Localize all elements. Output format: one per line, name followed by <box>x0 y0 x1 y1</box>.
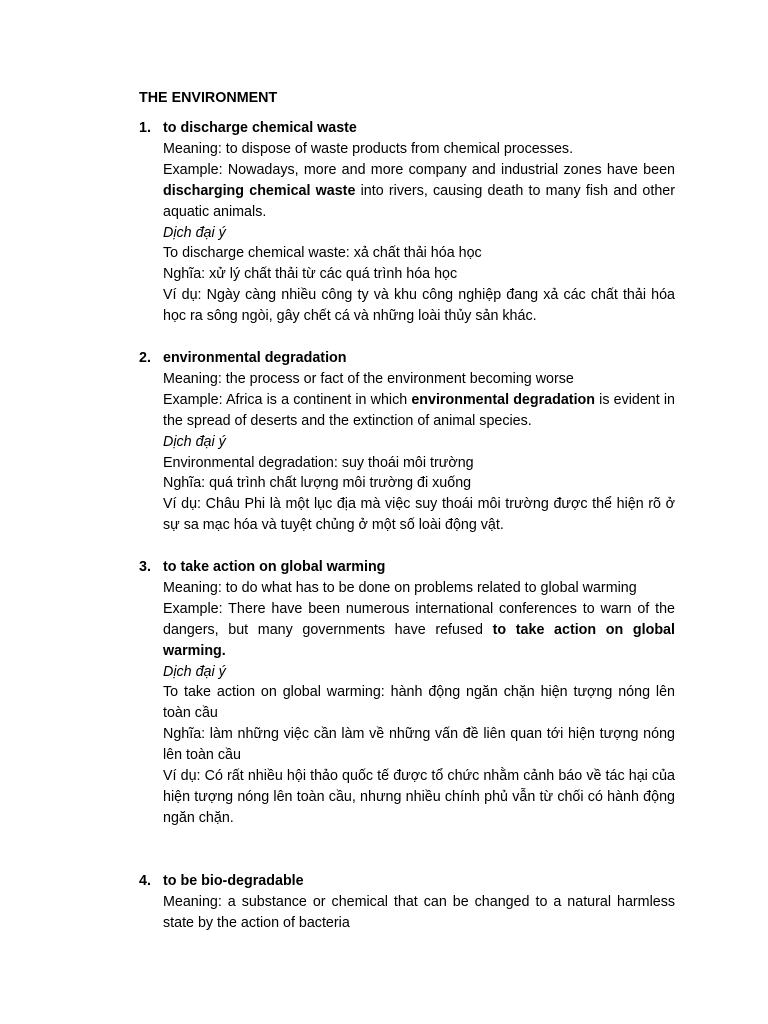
vocabulary-entry <box>139 118 675 327</box>
entry-example <box>163 390 675 432</box>
translation-term: To discharge chemical waste: xả chất thải hóa học <box>163 245 482 262</box>
entry-number: 2. <box>139 350 151 366</box>
translation-heading: Dịch đại ý <box>163 224 226 241</box>
vocabulary-entry <box>139 348 675 536</box>
entry-term: to take action on global warming <box>163 559 386 575</box>
entry-body <box>163 557 675 829</box>
vocabulary-entry <box>139 871 675 934</box>
translation-meaning: Nghĩa: quá trình chất lượng môi trường đi xuống <box>163 475 472 492</box>
translation-meaning: Nghĩa: xử lý chất thải từ các quá trình hóa học <box>163 266 458 283</box>
entry-body <box>163 348 675 536</box>
example-highlight: environmental degradation <box>411 391 596 408</box>
translation-example: Ví dụ: Có rất nhiều hội thảo quốc tế được tổ chức nhằm cảnh báo về tác hại của hiện tượng nóng lên toàn cầu, nhưng nhiều chính phủ vẫn từ chối có hành động ngăn chặn. <box>163 768 675 826</box>
entry-body <box>163 871 675 934</box>
example-text: Example: There have been numerous international conferences to warn of the dangers, but many governments have refused <box>163 600 675 638</box>
entry-number: 3. <box>139 559 151 575</box>
example-text: Example: Africa is a continent in which <box>163 391 412 408</box>
example-highlight: discharging chemical waste <box>163 182 356 199</box>
example-text: into rivers, causing death to many fish and other aquatic animals. <box>163 182 675 220</box>
entry-body <box>163 118 675 327</box>
translation-example: Ví dụ: Ngày càng nhiều công ty và khu công nghiệp đang xả các chất thải hóa học ra sông ngòi, gây chết cá và những loài thủy sản khác. <box>163 287 675 325</box>
entry-example <box>163 599 675 662</box>
entry-meaning: Meaning: to do what has to be done on problems related to global warming <box>163 579 637 596</box>
example-text: Example: Nowadays, more and more company and industrial zones have been <box>163 161 675 178</box>
document-title: THE ENVIRONMENT <box>139 90 278 106</box>
entry-meaning: Meaning: a substance or chemical that can be changed to a natural harmless state by the action of bacteria <box>163 893 675 931</box>
example-highlight: to take action on global warming. <box>163 621 675 659</box>
translation-term: To take action on global warming: hành động ngăn chặn hiện tượng nóng lên toàn cầu <box>163 684 675 722</box>
translation-example: Ví dụ: Châu Phi là một lục địa mà việc suy thoái môi trường được thể hiện rõ ở sự sa mạc hóa và tuyệt chủng ở một số loài động vật. <box>163 496 675 534</box>
entry-term: to discharge chemical waste <box>163 120 357 136</box>
translation-heading: Dịch đại ý <box>163 663 226 680</box>
entry-term: environmental degradation <box>163 350 347 366</box>
entry-number: 4. <box>139 873 151 889</box>
entry-meaning: Meaning: the process or fact of the environment becoming worse <box>163 370 574 387</box>
entry-term: to be bio-degradable <box>163 873 304 889</box>
example-text: is evident in the spread of deserts and the extinction of animal species. <box>163 391 675 429</box>
entry-meaning: Meaning: to dispose of waste products from chemical processes. <box>163 140 574 157</box>
translation-heading: Dịch đại ý <box>163 433 226 450</box>
vocabulary-entry <box>139 557 675 829</box>
entry-number: 1. <box>139 120 151 136</box>
translation-term: Environmental degradation: suy thoái môi trường <box>163 454 474 471</box>
translation-meaning: Nghĩa: làm những việc cần làm về những vấn đề liên quan tới hiện tượng nóng lên toàn cầu <box>163 726 675 764</box>
entry-example <box>163 160 675 223</box>
